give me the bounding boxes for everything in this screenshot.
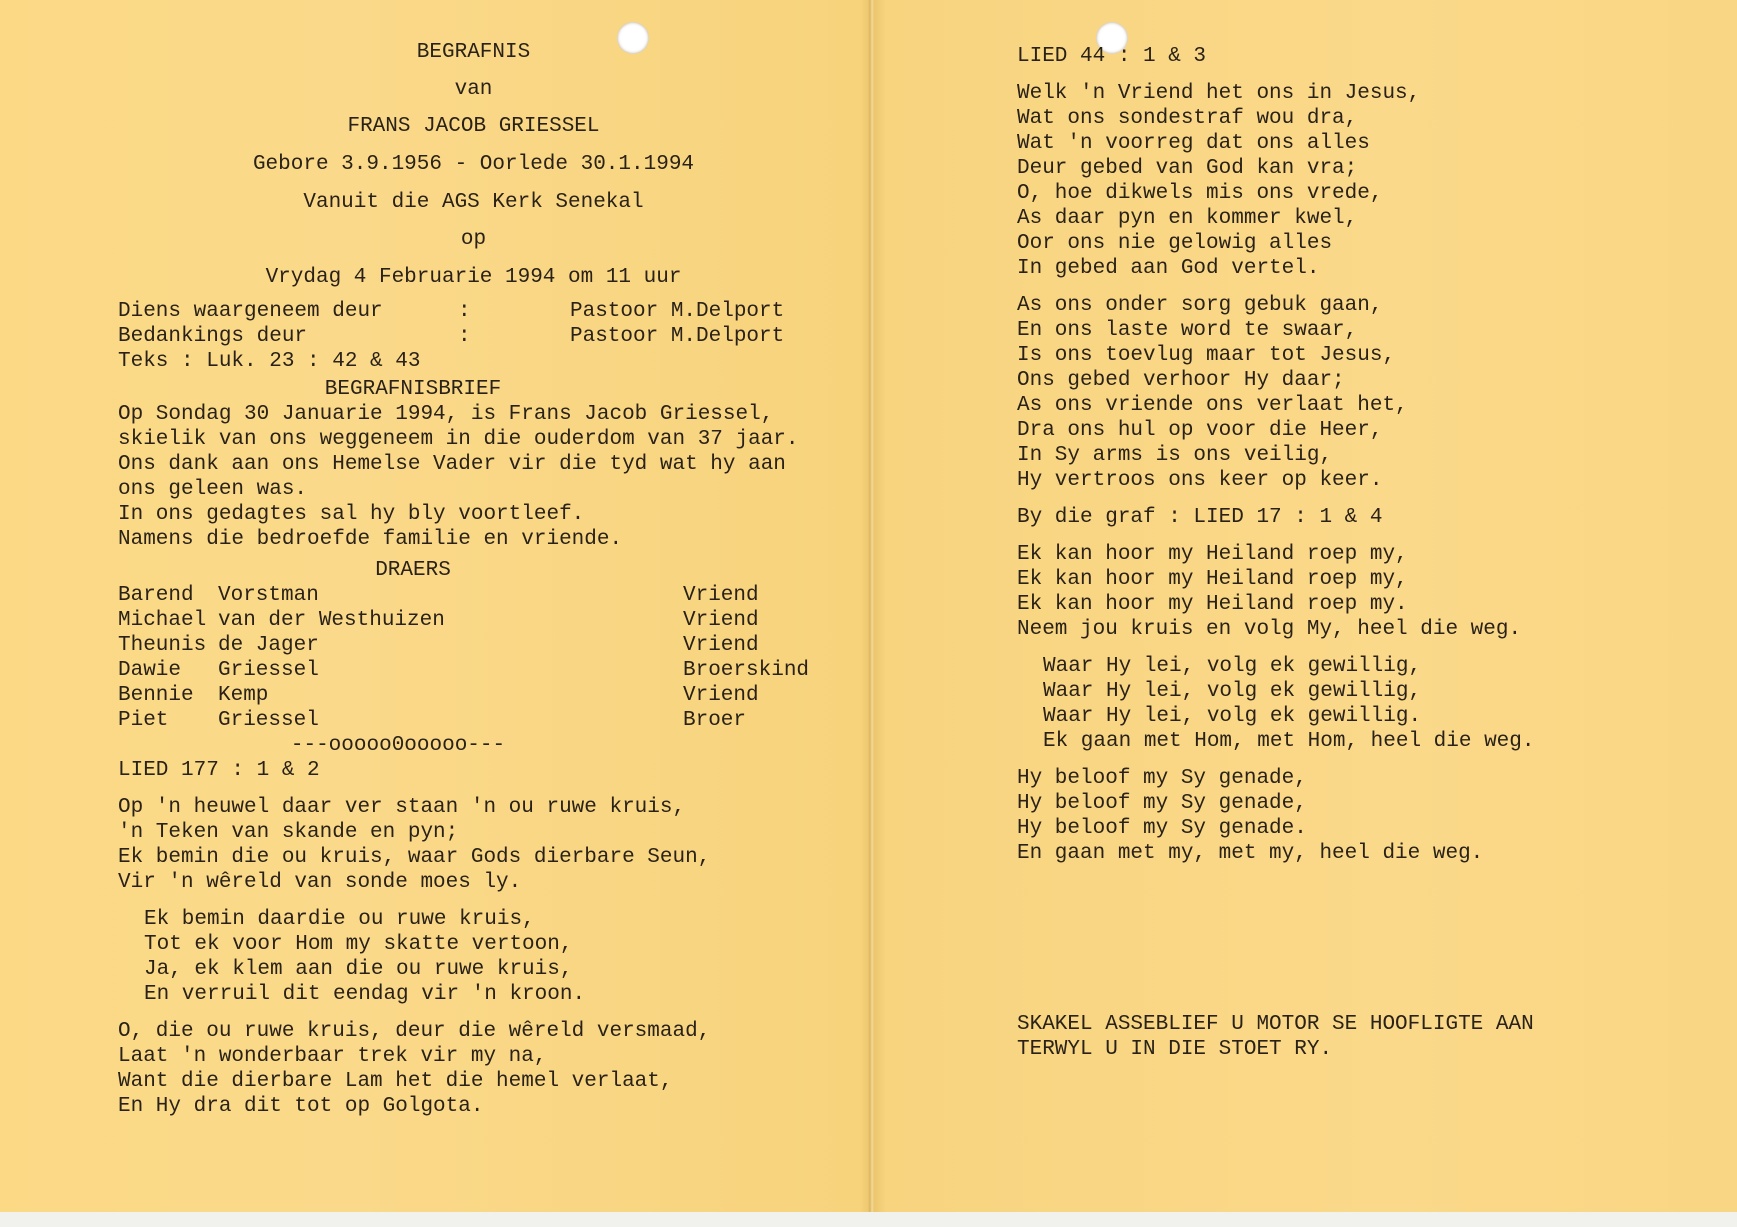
service-row: Bedankings deur : Pastoor M.Delport: [118, 325, 785, 348]
letter-heading: BEGRAFNISBRIEF: [324, 378, 502, 401]
hymn-verse: Welk 'n Vriend het ons in Jesus, Wat ons sondestraf wou dra, Wat 'n voorreg dat ons alles Deur gebed van God kan vra; O, hoe dikwels mis ons vrede, As daar pyn en kommer kwel, Oor ons nie gelowig alles In gebed aan God vertel.: [1017, 82, 1421, 280]
left-page: [118, 40, 818, 1119]
hymn-chorus: Waar Hy lei, volg ek gewillig, Waar Hy lei, volg ek gewillig, Waar Hy lei, volg ek gewillig. Ek gaan met Hom, met Hom, heel die weg.: [1043, 655, 1535, 753]
bearer-row: Michael van der Westhuizen Vriend: [118, 609, 759, 632]
hymn-title: LIED 44 : 1 & 3: [1017, 45, 1207, 68]
hymn-verse: Op 'n heuwel daar ver staan 'n ou ruwe kruis, 'n Teken van skande en pyn; Ek bemin die ou kruis, waar Gods dierbare Seun, Vir 'n wêreld van sonde moes ly.: [118, 796, 711, 894]
header-title: BEGRAFNIS: [416, 41, 531, 64]
header-van: van: [454, 78, 493, 101]
graveside-hymn-title: By die graf : LIED 17 : 1 & 4: [1017, 506, 1383, 529]
hymn-title: LIED 177 : 1 & 2: [118, 759, 320, 782]
divider-line: ---ooooo0ooooo---: [290, 734, 506, 757]
bearers-heading: DRAERS: [375, 559, 451, 582]
right-page: [1017, 44, 1717, 1062]
funeral-header: [118, 40, 829, 299]
service-details: [118, 299, 818, 374]
bearers-list: [118, 583, 818, 733]
scripture-reference: Teks : Luk. 23 : 42 & 43: [118, 350, 421, 373]
scan-margin: [0, 1212, 1737, 1227]
service-row: Diens waargeneem deur : Pastoor M.Delport: [118, 300, 785, 323]
life-dates: Gebore 3.9.1956 - Oorlede 30.1.1994: [252, 153, 695, 176]
bearer-row: Bennie Kemp Vriend: [118, 684, 759, 707]
hymn-verse: Ek kan hoor my Heiland roep my, Ek kan hoor my Heiland roep my, Ek kan hoor my Heiland roep my. Neem jou kruis en volg My, heel die weg.: [1017, 543, 1522, 641]
header-op: op: [460, 228, 487, 251]
hymn-chorus: Ek bemin daardie ou ruwe kruis, Tot ek voor Hom my skatte vertoon, Ja, ek klem aan die ou ruwe kruis, En verruil dit eendag vir 'n kroon.: [144, 908, 586, 1006]
service-datetime: Vrydag 4 Februarie 1994 om 11 uur: [265, 266, 682, 289]
hymn-verse: O, die ou ruwe kruis, deur die wêreld versmaad, Laat 'n wonderbaar trek vir my na, Want die dierbare Lam het die hemel verlaat, En Hy dra dit tot op Golgota.: [118, 1020, 711, 1118]
funeral-letter: Op Sondag 30 Januarie 1994, is Frans Jacob Griessel, skielik van ons weggeneem in die ouderdom van 37 jaar. Ons dank aan ons Hemelse Vader vir die tyd wat hy aan ons geleen was. In ons gedagtes sal hy bly voortleef. Namens die bedroefde familie en vriende.: [118, 403, 799, 551]
deceased-name: FRANS JACOB GRIESSEL: [347, 115, 600, 138]
bearer-row: Piet Griessel Broer: [118, 709, 747, 732]
church-name: Vanuit die AGS Kerk Senekal: [303, 191, 644, 214]
headlights-notice: SKAKEL ASSEBLIEF U MOTOR SE HOOFLIGTE AAN TERWYL U IN DIE STOET RY.: [1017, 1013, 1534, 1061]
hymn-verse: As ons onder sorg gebuk gaan, En ons laste word te swaar, Is ons toevlug maar tot Jesus, Ons gebed verhoor Hy daar; As ons vriende ons verlaat het, Dra ons hul op voor die Heer, In Sy arms is ons veilig, Hy vertroos ons keer op keer.: [1017, 294, 1408, 492]
hymn-verse: Hy beloof my Sy genade, Hy beloof my Sy genade, Hy beloof my Sy genade. En gaan met my, met my, heel die weg.: [1017, 767, 1484, 865]
bearer-row: Barend Vorstman Vriend: [118, 584, 759, 607]
bearer-row: Theunis de Jager Vriend: [118, 634, 759, 657]
center-fold: [868, 0, 874, 1212]
bearer-row: Dawie Griessel Broerskind: [118, 659, 810, 682]
